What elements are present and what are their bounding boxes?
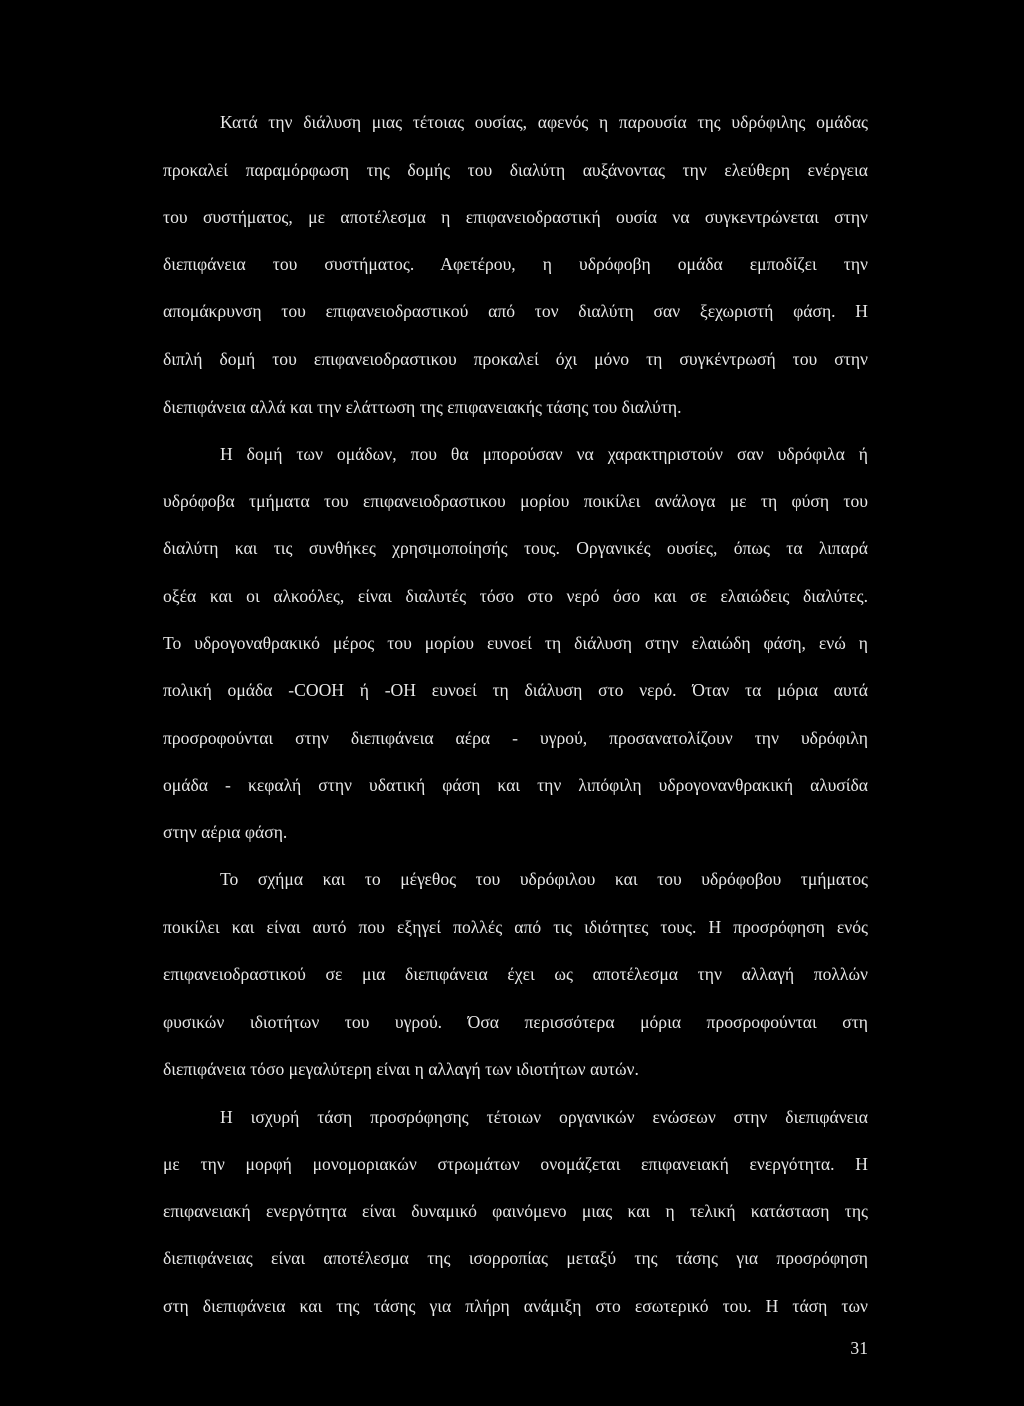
text-line: Το σχήμα και το μέγεθος του υδρόφιλου και του υδρόφοβου τμήματος — [220, 869, 868, 889]
text-line: προσροφούνται στην διεπιφάνεια αέρα - υγρού, προσανατολίζουν την υδρόφιλη — [163, 728, 868, 748]
text-line: Κατά την διάλυση μιας τέτοιας ουσίας, αφενός η παρουσία της υδρόφιλης ομάδας — [220, 112, 868, 132]
text-line: επιφανειοδραστικού σε μια διεπιφάνεια έχει ως αποτέλεσμα την αλλαγή πολλών — [163, 964, 868, 984]
text-line: διεπιφάνεια του συστήματος. Αφετέρου, η υδρόφοβη ομάδα εμποδίζει την — [163, 254, 868, 274]
text-line: διπλή δομή του επιφανειοδραστικου προκαλεί όχι μόνο τη συγκέντρωσή του στην — [163, 349, 868, 369]
text-line: Η ισχυρή τάση προσρόφησης τέτοιων οργανικών ενώσεων στην διεπιφάνεια — [220, 1107, 868, 1127]
text-line: προκαλεί παραμόρφωση της δομής του διαλύτη αυξάνοντας την ελεύθερη ενέργεια — [163, 160, 868, 180]
text-line: με την μορφή μονομοριακών στρωμάτων ονομάζεται επιφανειακή ενεργότητα. Η — [163, 1154, 868, 1174]
text-line: φυσικών ιδιοτήτων του υγρού. Όσα περισσότερα μόρια προσροφούνται στη — [163, 1012, 868, 1032]
text-line: ομάδα - κεφαλή στην υδατική φάση και την λιπόφιλη υδρογονανθρακική αλυσίδα — [163, 775, 868, 795]
text-line: υδρόφοβα τμήματα του επιφανειοδραστικου μορίου ποικίλει ανάλογα με τη φύση του — [163, 491, 868, 511]
text-line: στη διεπιφάνεια και της τάσης για πλήρη ανάμιξη στο εσωτερικό του. Η τάση των — [163, 1296, 868, 1316]
text-line: επιφανειακή ενεργότητα είναι δυναμικό φαινόμενο μιας και η τελική κατάσταση της — [163, 1201, 868, 1221]
text-line: διεπιφάνειας είναι αποτέλεσμα της ισορροπίας μεταξύ της τάσης για προσρόφηση — [163, 1248, 868, 1268]
text-line: πολική ομάδα -COOH ή -OH ευνοεί τη διάλυση στο νερό. Όταν τα μόρια αυτά — [163, 680, 868, 700]
text-line: διαλύτη και τις συνθήκες χρησιμοποίησής τους. Οργανικές ουσίες, όπως τα λιπαρά — [163, 538, 868, 558]
text-line: Το υδρογοναθρακικό μέρος του μορίου ευνοεί τη διάλυση στην ελαιώδη φάση, ενώ η — [163, 633, 868, 653]
text-line: οξέα και οι αλκοόλες, είναι διαλυτές τόσο στο νερό όσο και σε ελαιώδεις διαλύτες. — [163, 586, 868, 606]
text-line: Η δομή των ομάδων, που θα μπορούσαν να χαρακτηριστούν σαν υδρόφιλα ή — [220, 444, 868, 464]
text-line: απομάκρυνση του επιφανειοδραστικού από τον διαλύτη σαν ξεχωριστή φάση. Η — [163, 301, 868, 321]
text-line: διεπιφάνεια αλλά και την ελάττωση της επιφανειακής τάσης του διαλύτη. — [163, 397, 682, 417]
text-line: διεπιφάνεια τόσο μεγαλύτερη είναι η αλλαγή των ιδιοτήτων αυτών. — [163, 1059, 639, 1079]
page-number: 31 — [850, 1338, 868, 1358]
text-line: ποικίλει και είναι αυτό που εξηγεί πολλές από τις ιδιότητες τους. Η προσρόφηση ενός — [163, 917, 868, 937]
text-line: του συστήματος, με αποτέλεσμα η επιφανειοδραστική ουσία να συγκεντρώνεται στην — [163, 207, 868, 227]
text-line: στην αέρια φάση. — [163, 822, 288, 842]
